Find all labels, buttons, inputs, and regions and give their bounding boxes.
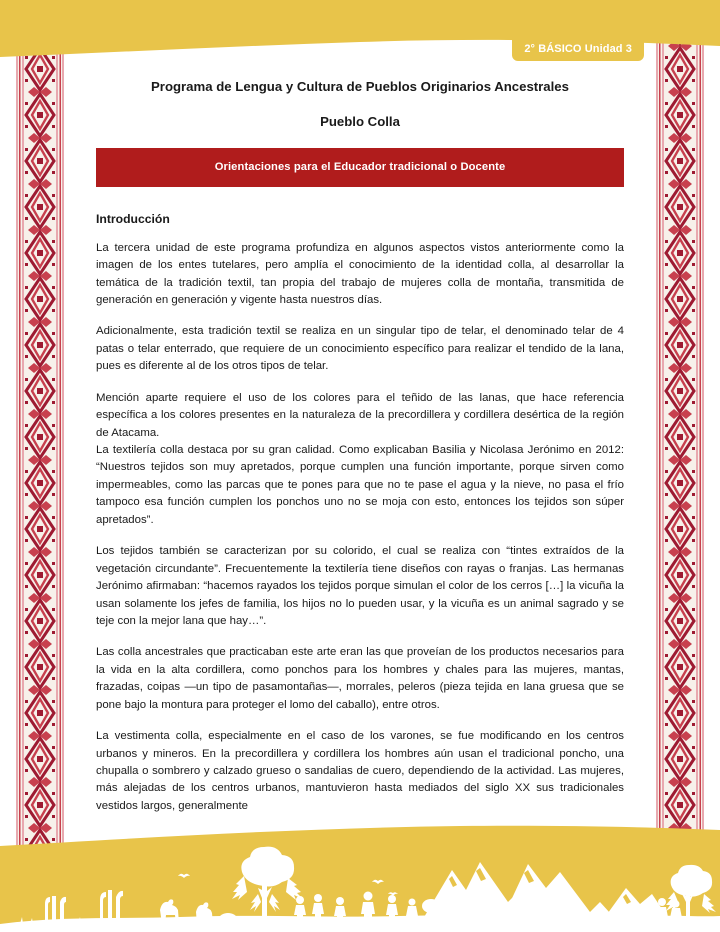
paragraph: La tercera unidad de este programa profundiza en algunos aspectos vistos anteriormente como la imagen de los entes tutelares, pero amplía el conocimiento de la identidad colla, al desarrollar la temática de la tradición textil, tan propia del trabajo de mujeres colla de montaña, transmitida de generación en generación y vigente hasta nuestros días. <box>96 241 624 306</box>
paragraph: Las colla ancestrales que practicaban este arte eran las que proveían de los productos necesarios para la vida en la alta cordillera, como ponchos para los hombres y chales para las mujeres, mantas, frazadas, coipas —un tipo de pasamontañas—, morrales, peleros (pieza tejida en lana gruesa que se pone bajo la montura para proteger el lomo del caballo), entre otros. <box>96 646 624 711</box>
right-woven-border <box>656 0 704 932</box>
paragraph: Mención aparte requiere el uso de los colores para el teñido de las lanas, que hace referencia específica a los colores presentes en la naturaleza de la precordillera y cordillera desértica de la región de Atacama. <box>96 391 624 439</box>
section-heading-introduccion: Introducción <box>96 211 170 226</box>
document-content <box>96 78 624 829</box>
footer-landscape-scene <box>0 824 720 932</box>
paragraph: La vestimenta colla, especialmente en el caso de los varones, se fue modificando en los centros urbanos y mineros. En la precordillera y cordillera los hombres aún usan el tradicional poncho, una chupalla o sombrero y calzado grueso o sandalias de cuero, dependiendo de la actividad. Las mujeres, más alejadas de los centros urbanos, mantuvieron hasta mediados del siglo XX sus tradicionales vestidos largos, generalmente <box>96 730 624 812</box>
orientation-banner: Orientaciones para el Educador tradicional o Docente <box>96 148 624 187</box>
paragraph: Los tejidos también se caracterizan por su colorido, el cual se realiza con “tintes extraídos de la vegetación circundante”. Frecuentemente la textilería tiene diseños con rayas o franjas. Las hermanas Jerónimo afirmaban: “hacemos rayados los tejidos porque simulan el color de los cerros […] la vicuña la usan solamente los jefes de familia, los hijos no lo pueden usar, y la vicuña es un animal sagrado y se teje con la mejor lana que hay…”. <box>96 545 624 627</box>
unit-badge: 2° BÁSICO Unidad 3 <box>512 38 644 61</box>
paragraph: La textilería colla destaca por su gran calidad. Como explicaban Basilia y Nicolasa Jerónimo en 2012: “Nuestros tejidos son muy apretados, porque cumplen una función importante, porque sirven como impermeables, como las parcas que te pones para que no te pase el agua y la nieve, no pasa el frío tampoco esa función cumplen los ponchos uno no se moja con esto, entonces los tejidos son súper apretados”. <box>96 444 624 526</box>
page-title: Programa de Lengua y Cultura de Pueblos Originarios Ancestrales <box>151 79 569 94</box>
left-woven-border <box>16 0 64 932</box>
paragraph: Adicionalmente, esta tradición textil se realiza en un singular tipo de telar, el denominado telar de 4 patas o telar enterrado, que requiere de un conocimiento específico para realizar el tendido de la lana, pues es diferente al de los otros tipos de telar. <box>96 325 624 373</box>
page-subtitle: Pueblo Colla <box>320 113 400 129</box>
